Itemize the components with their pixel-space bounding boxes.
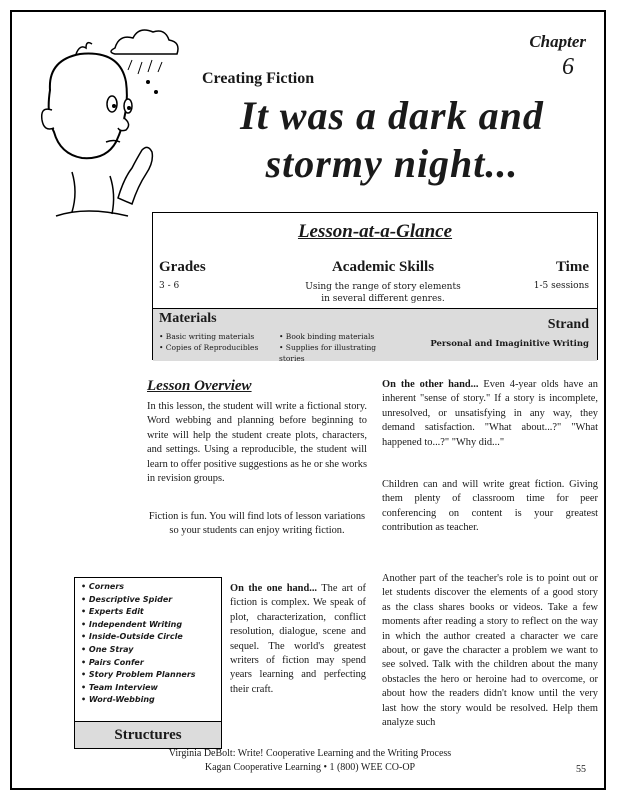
section-title: Creating Fiction <box>202 70 315 87</box>
skills-label: Academic Skills <box>331 259 435 275</box>
grades-value: 3 - 6 <box>159 281 180 291</box>
title-line-2: stormy night... <box>265 141 519 186</box>
lesson-overview-heading: Lesson Overview <box>147 378 252 394</box>
skills-value-line-1: Using the range of story elements <box>305 282 461 292</box>
strand-value: Personal and Imaginitive Writing <box>430 339 589 349</box>
other-hand-lead: On the other hand... <box>382 379 479 390</box>
skills-value <box>293 281 473 305</box>
page-number: 55 <box>576 764 586 775</box>
structure-item: • Inside-Outside Circle <box>81 631 221 644</box>
structures-heading: Structures <box>75 721 221 748</box>
chapter-label: Chapter <box>529 32 586 51</box>
structures-list <box>75 578 221 707</box>
materials-column-1 <box>159 331 279 353</box>
structure-item: • Pairs Confer <box>81 657 221 670</box>
one-hand-text: The art of fiction is complex. We speak of plot, characterization, conflict resolution, dialogue, scene and sequel. The world's greatest writers of fiction may spend years learning and perfecting their craft. <box>230 583 367 695</box>
overview-paragraph-2: Fiction is fun. You will find lots of lesson variations so your students can enjoy writing fiction. <box>148 511 366 537</box>
materials-band <box>153 308 597 361</box>
other-hand-text: Even 4-year olds have an inherent "sense of story." If a story is incomplete, unresolved, or unsatisfying in any way, they demand satisfaction. "What about...?" "What happened to...?" "Why did..." <box>382 379 598 448</box>
material-item: • Copies of Reproducibles <box>159 343 259 352</box>
lesson-at-a-glance-box <box>152 212 598 363</box>
structure-item: • Story Problem Planners <box>81 669 221 682</box>
materials-column-2 <box>279 331 399 364</box>
time-label: Time <box>555 259 589 275</box>
strand-label: Strand <box>547 317 589 332</box>
glance-info-row <box>153 255 597 313</box>
page <box>10 10 606 790</box>
structure-item: • One Stray <box>81 644 221 657</box>
structure-item: • Experts Edit <box>81 606 221 619</box>
page-title <box>182 92 602 188</box>
structures-box <box>74 577 222 749</box>
material-item: • Book binding materials <box>279 332 375 341</box>
grades-label: Grades <box>159 259 206 275</box>
chapter-number: 6 <box>562 54 574 80</box>
time-value: 1-5 sessions <box>533 281 589 291</box>
material-item: • Supplies for illustrating stories <box>279 343 377 363</box>
skills-value-line-2: in several different genres. <box>321 294 445 304</box>
structure-item: • Word-Webbing <box>81 694 221 707</box>
glance-heading: Lesson-at-a-Glance <box>297 221 453 242</box>
structure-item: • Independent Writing <box>81 619 221 632</box>
materials-list <box>159 331 409 364</box>
structure-item: • Team Interview <box>81 682 221 695</box>
structure-item: • Corners <box>81 581 221 594</box>
footer-citation: Virginia DeBolt: Write! Cooperative Learning and the Writing Process <box>168 748 452 759</box>
materials-label: Materials <box>159 311 217 326</box>
right-paragraph-3: Another part of the teacher's role is to point out or let students discover the elements of a good story as the class shares books or videos. Take a few moments after reading a story to reflect on the way in which the author created a character we care about, or gave the character a problem we want to see solved. Talk with the children about the many obstacles the hero or heroine had to overcome, or about how the readers didn't know until the very last how the story would be resolved. Help them analyze such <box>382 573 598 729</box>
right-paragraph-2: Children can and will write great fiction. Giving them plenty of classroom time for peer conferencing on content is your greatest contribution as teacher. <box>382 479 598 534</box>
other-hand-paragraph <box>382 378 598 450</box>
structure-item: • Descriptive Spider <box>81 594 221 607</box>
title-line-1: It was a dark and <box>240 93 544 138</box>
material-item: • Basic writing materials <box>159 332 255 341</box>
footer-publisher: Kagan Cooperative Learning • 1 (800) WEE CO-OP <box>204 762 416 773</box>
overview-paragraph-1: In this lesson, the student will write a fictional story. Word webbing and planning before beginning to write will help the student create plots, characters, and settings. Using a reproducible, the student will learn to offer positive suggestions as he or she works in revision groups. <box>147 401 367 485</box>
one-hand-paragraph <box>230 582 366 697</box>
one-hand-lead: On the one hand... <box>230 583 318 594</box>
